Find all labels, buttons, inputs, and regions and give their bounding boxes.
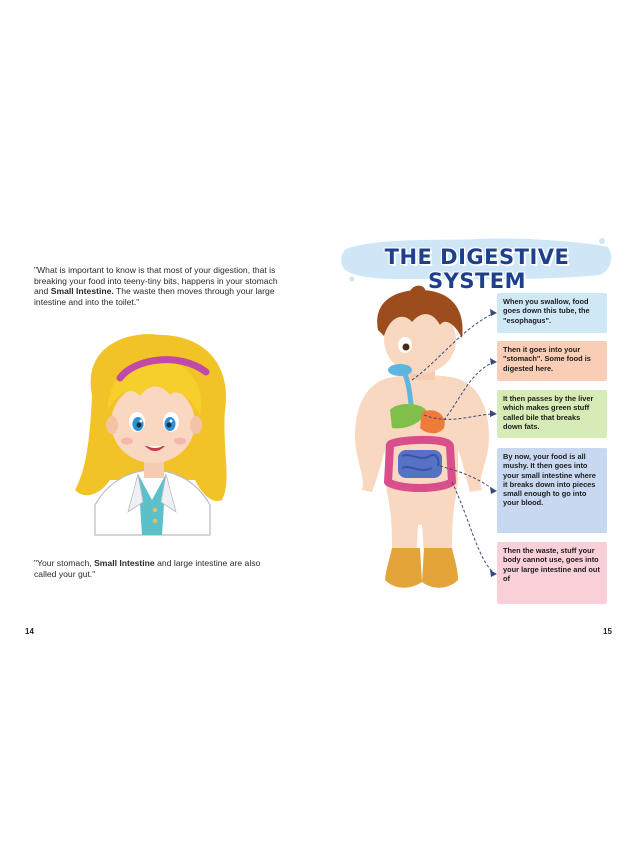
page-title: THE DIGESTIVE SYSTEM bbox=[384, 245, 570, 293]
step-large-intestine: Then the waste, stuff your body cannot use, goes into your large intestine and out of bbox=[497, 542, 607, 604]
step-stomach: Then it goes into your "stomach". Some food is digested here. bbox=[497, 341, 607, 381]
paragraph-digestion: "What is important to know is that most of your digestion, that is breaking your food into teeny-tiny bits, happens in your stomach and Small Intestine. The waste then moves through your large intestine and into the toilet." bbox=[34, 265, 278, 307]
page-number-right: 15 bbox=[603, 627, 612, 636]
step-esophagus: When you swallow, food goes down this tube, the "esophagus". bbox=[497, 293, 607, 333]
step-small-intestine: By now, your food is all mushy. It then goes into your small intestine where it breaks down into pieces small enough to go into your blood. bbox=[497, 448, 607, 533]
step-liver: It then passes by the liver which makes green stuff called bile that breaks down fats. bbox=[497, 390, 607, 438]
paragraph-gut: "Your stomach, Small Intestine and large intestine are also called your gut." bbox=[34, 558, 261, 579]
page-number-left: 14 bbox=[25, 627, 34, 636]
